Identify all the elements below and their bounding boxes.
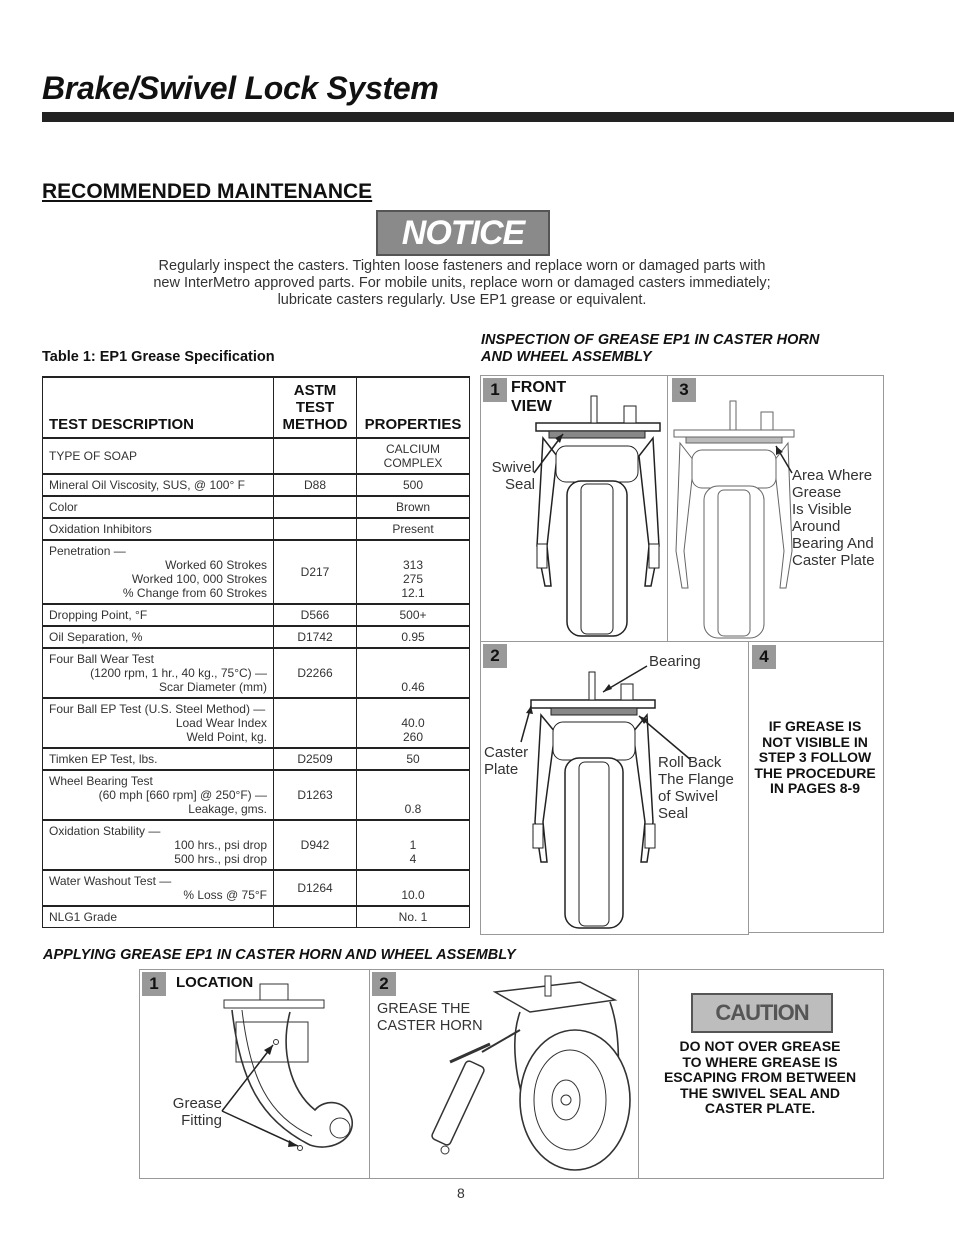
table-row (43, 540, 470, 604)
instruction-line: THE PROCEDURE (754, 764, 876, 781)
caster-plate-label (484, 744, 528, 778)
label-line: GREASE THE (377, 1001, 471, 1017)
cell-properties (357, 518, 470, 540)
label-line: Around (792, 518, 841, 535)
description-line: Oxidation Stability — (49, 824, 161, 838)
label-line: VIEW (511, 398, 552, 415)
table-row (43, 604, 470, 626)
description-line: Leakage, gms. (188, 802, 267, 816)
notice-line: lubricate casters regularly. Use EP1 grease or equivalent. (277, 292, 647, 308)
label-line: The Flange (658, 771, 734, 788)
description-line: Four Ball Wear Test (49, 652, 154, 666)
description-line: (60 mph [660 rpm] @ 250°F) — (98, 788, 267, 802)
property-line: 260 (402, 730, 424, 744)
label-line: Caster Plate (792, 552, 875, 569)
grease-visible-label (792, 467, 882, 569)
description-line: Oxidation Inhibitors (49, 522, 152, 536)
table-row (43, 698, 470, 748)
header-test-description: TEST DESCRIPTION (49, 416, 195, 433)
cell-properties (357, 770, 470, 820)
cell-astm-method: D566 (274, 604, 357, 626)
cell-test-description (43, 698, 274, 748)
grease-fitting-drawing (140, 970, 370, 1178)
notice-badge: NOTICE (376, 210, 550, 256)
property-line: No. 1 (398, 910, 428, 924)
cell-properties (357, 474, 470, 496)
grease-horn-label (377, 1001, 483, 1035)
property-line: CALCIUM (385, 442, 440, 456)
property-line: Brown (395, 500, 430, 514)
cell-astm-method (274, 438, 357, 474)
description-line: NLG1 Grade (49, 910, 118, 924)
property-line: 500+ (399, 608, 427, 622)
label-line: FRONT (511, 379, 567, 396)
cell-test-description (43, 496, 274, 518)
cell-astm-method: D2509 (274, 748, 357, 770)
cell-astm-method: D88 (274, 474, 357, 496)
page-number: 8 (457, 1185, 465, 1201)
description-line: Oil Separation, % (49, 630, 143, 644)
table-row (43, 474, 470, 496)
cell-astm-method (274, 518, 357, 540)
label-line: Caster (484, 744, 529, 761)
table-row (43, 648, 470, 698)
table-body (43, 438, 470, 928)
header-method-line: METHOD (282, 416, 348, 433)
description-line: Penetration — (49, 544, 126, 558)
cell-properties (357, 906, 470, 928)
caption-line: AND WHEEL ASSEMBLY (481, 349, 652, 365)
description-line: % Change from 60 Strokes (122, 586, 267, 600)
panel-number: 2 (372, 972, 396, 996)
cell-test-description (43, 518, 274, 540)
cell-astm-method: D1742 (274, 626, 357, 648)
label-line: CASTER HORN (377, 1018, 483, 1034)
cell-properties (357, 748, 470, 770)
cell-properties (357, 648, 470, 698)
property-line: 10.0 (401, 888, 425, 902)
table-row (43, 496, 470, 518)
cell-test-description (43, 870, 274, 906)
description-line: Mineral Oil Viscosity, SUS, @ 100° F (49, 478, 245, 492)
instruction-line: NOT VISIBLE IN (762, 733, 868, 750)
cell-properties (357, 604, 470, 626)
cell-astm-method (274, 496, 357, 518)
description-line: Dropping Point, °F (49, 608, 148, 622)
notice-text (110, 258, 814, 309)
caution-badge: CAUTION (691, 993, 833, 1033)
label-line: Seal (504, 476, 535, 493)
property-line: COMPLEX (383, 456, 443, 470)
table-row (43, 820, 470, 870)
label-line: of Swivel (658, 788, 719, 805)
front-view-label (511, 378, 566, 416)
header-properties: PROPERTIES (357, 377, 470, 438)
description-line: Worked 100, 000 Strokes (131, 572, 267, 586)
table-row (43, 626, 470, 648)
instruction-line: STEP 3 FOLLOW (758, 749, 872, 765)
instruction-line: IF GREASE IS (768, 718, 862, 734)
property-line: 12.1 (401, 586, 425, 600)
table-row (43, 438, 470, 474)
label-line: Grease (172, 1095, 222, 1112)
cell-test-description (43, 540, 274, 604)
description-line: Wheel Bearing Test (49, 774, 153, 788)
cell-astm-method: D2266 (274, 648, 357, 698)
cell-astm-method: D1264 (274, 870, 357, 906)
cell-properties (357, 698, 470, 748)
cell-test-description (43, 748, 274, 770)
cell-properties (357, 870, 470, 906)
description-line: Four Ball EP Test (U.S. Steel Method) — (49, 702, 266, 716)
property-line: 0.95 (401, 630, 425, 644)
property-line: 0.8 (404, 802, 422, 816)
header-astm-method (274, 377, 357, 438)
caution-line: DO NOT OVER GREASE (679, 1038, 841, 1054)
cell-astm-method: D942 (274, 820, 357, 870)
title-rule (42, 112, 954, 122)
description-line: Scar Diameter (mm) (158, 680, 267, 694)
property-line: 40.0 (401, 716, 425, 730)
cell-astm-method: D1263 (274, 770, 357, 820)
instruction-line: IN PAGES 8-9 (770, 780, 860, 796)
description-line: (1200 rpm, 1 hr., 40 kg., 75°C) — (90, 666, 267, 680)
label-line: Grease (792, 484, 842, 501)
panel-4-instruction (748, 719, 882, 797)
description-line: Water Washout Test — (49, 874, 172, 888)
panel-number: 2 (483, 644, 507, 668)
caution-line: TO WHERE GREASE IS (682, 1053, 838, 1070)
swivel-seal-label (489, 459, 535, 493)
cell-properties (357, 438, 470, 474)
grease-fitting-label (162, 1095, 222, 1129)
label-line: Is Visible (792, 501, 852, 518)
applying-caption: APPLYING GREASE EP1 IN CASTER HORN AND WHEEL ASSEMBLY (43, 947, 516, 963)
table-row (43, 748, 470, 770)
caution-line: CASTER PLATE. (704, 1100, 816, 1116)
description-line: 500 hrs., psi drop (174, 852, 267, 866)
table-row (43, 770, 470, 820)
property-line: 4 (409, 852, 417, 866)
description-line: Timken EP Test, lbs. (49, 752, 158, 766)
description-line: TYPE OF SOAP (49, 449, 138, 463)
table-header-row (43, 377, 470, 438)
cell-properties (357, 626, 470, 648)
header-method-line: TEST (295, 399, 335, 416)
cell-astm-method: D217 (274, 540, 357, 604)
notice-line: Regularly inspect the casters. Tighten loose fasteners and replace worn or damaged parts with (158, 258, 766, 274)
description-line: Weld Point, kg. (186, 730, 267, 744)
cell-astm-method (274, 906, 357, 928)
property-line: 50 (406, 752, 420, 766)
description-line: Load Wear Index (175, 716, 267, 730)
roll-back-label (658, 754, 734, 822)
property-line: 313 (402, 558, 424, 572)
label-line: Seal (658, 805, 689, 822)
caution-line: THE SWIVEL SEAL AND (680, 1084, 840, 1101)
panel-number: 3 (672, 378, 696, 402)
table-row (43, 870, 470, 906)
cell-properties (357, 820, 470, 870)
table-caption: Table 1: EP1 Grease Specification (42, 349, 275, 365)
grease-spec-table (42, 376, 470, 928)
bearing-label: Bearing (649, 653, 701, 670)
cell-astm-method (274, 698, 357, 748)
panel-number: 1 (142, 972, 166, 996)
cell-test-description (43, 820, 274, 870)
cell-test-description (43, 604, 274, 626)
inspection-caption (481, 332, 819, 366)
property-line: 0.46 (401, 680, 425, 694)
inspection-panel-3 (667, 375, 884, 643)
label-line: Area Where (792, 467, 873, 484)
table-row (43, 906, 470, 928)
property-line: Present (392, 522, 434, 536)
panel-number: 1 (483, 378, 507, 402)
description-line: Color (49, 500, 78, 514)
description-line: % Loss @ 75°F (183, 888, 267, 902)
property-line: 500 (402, 478, 424, 492)
caster-front-view-drawing (481, 376, 668, 642)
label-line: Bearing And (792, 535, 874, 552)
applying-panel-2 (369, 969, 640, 1179)
cell-test-description (43, 474, 274, 496)
cell-test-description (43, 770, 274, 820)
label-line: Roll Back (658, 754, 722, 771)
property-line: 1 (409, 838, 417, 852)
caption-line: INSPECTION OF GREASE EP1 IN CASTER HORN (481, 332, 820, 348)
cell-test-description (43, 648, 274, 698)
label-line: Fitting (181, 1112, 222, 1129)
cell-test-description (43, 906, 274, 928)
cell-properties (357, 540, 470, 604)
inspection-panel-2 (480, 641, 749, 935)
label-line: Swivel (491, 459, 535, 476)
applying-panel-1 (139, 969, 371, 1179)
property-line: 275 (402, 572, 424, 586)
panel-number: 4 (752, 645, 776, 669)
header-method-line: ASTM (293, 382, 337, 399)
description-line: Worked 60 Strokes (165, 558, 267, 572)
notice-line: new InterMetro approved parts. For mobile units, replace worn or damaged casters immediately; (153, 275, 771, 291)
cell-test-description (43, 626, 274, 648)
page-title: Brake/Swivel Lock System (42, 70, 439, 106)
section-title: RECOMMENDED MAINTENANCE (42, 180, 373, 203)
description-line: 100 hrs., psi drop (174, 838, 267, 852)
caution-text (648, 1039, 872, 1117)
cell-properties (357, 496, 470, 518)
caution-line: ESCAPING FROM BETWEEN (663, 1069, 857, 1085)
cell-test-description (43, 438, 274, 474)
label-line: Plate (484, 761, 519, 778)
inspection-panel-1 (480, 375, 669, 643)
location-label: LOCATION (176, 974, 254, 991)
table-row (43, 518, 470, 540)
